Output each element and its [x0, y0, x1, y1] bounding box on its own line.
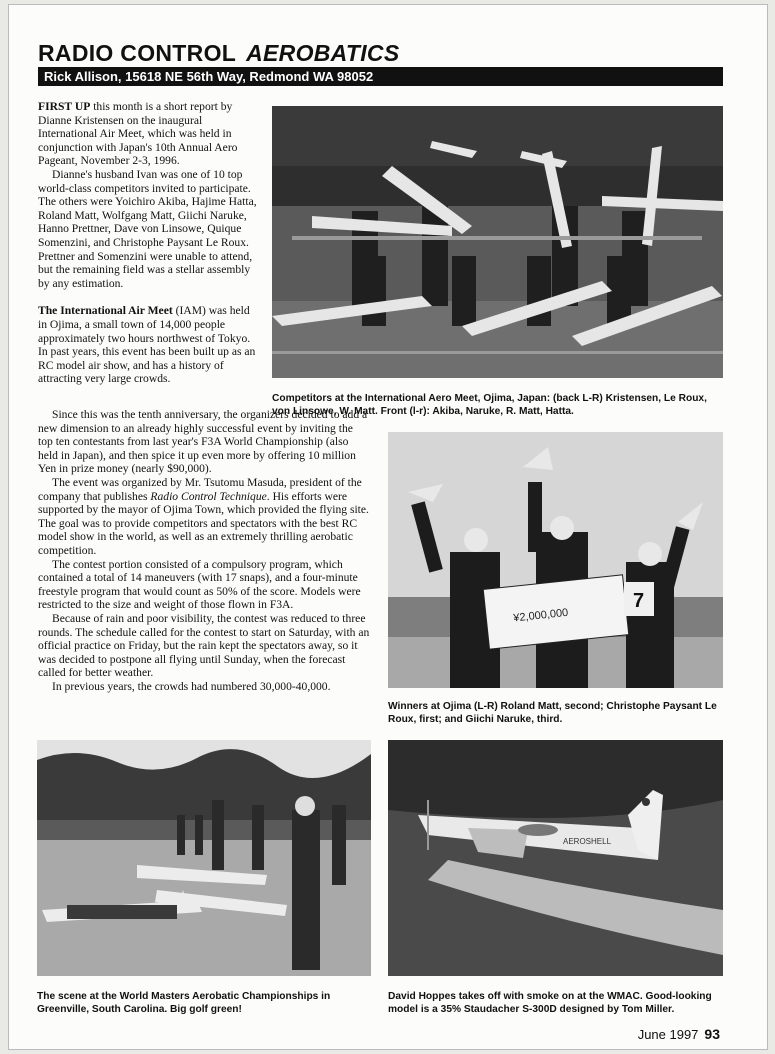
paragraph-4: Since this was the tenth anniversary, the organizers decided to add a new dimension to an already highly successful event by inviting the top ten contestants from last year's F3A World Championship (also held in Japan), and then spice it up even more by offering 10 million Yen in prize money (nearly $90,000). [38, 408, 368, 476]
author-byline: Rick Allison, 15618 NE 56th Way, Redmond WA 98052 [38, 67, 723, 86]
article-column-bottom [38, 408, 370, 693]
page-number: 93 [704, 1026, 720, 1042]
plane-label: AEROSHELL [563, 837, 612, 846]
photo-wmac-scene [37, 740, 371, 976]
page-footer [638, 1026, 720, 1042]
caption-competitors: Competitors at the International Aero Meet, Ojima, Japan: (back L-R) Kristensen, Le Roux, von Linsowe, W. Matt. Front (l-r): Akiba, Naruke, R. Matt, Hatta. [272, 393, 707, 417]
title-italic: AEROBATICS [246, 40, 400, 66]
paragraph-8: In previous years, the crowds had numbered 30,000-40,000. [52, 679, 331, 693]
photo-competitors [272, 106, 723, 378]
photo-takeoff [388, 740, 723, 976]
cheque-amount: ¥2,000,000 [512, 606, 569, 625]
caption-takeoff: David Hoppes takes off with smoke on at the WMAC. Good-looking model is a 35% Staudacher S-300D designed by Tom Miller. [388, 991, 712, 1015]
paragraph-3: The International Air Meet (IAM) was held in Ojima, a small town of 14,000 people approximately two hours northwest of Tokyo. In past years, this event has been built up as an RC model air show, and has a history of attracting very large crowds. [38, 304, 256, 386]
issue-date: June 1997 [637, 1027, 699, 1042]
bib-number: 7 [633, 590, 645, 612]
article-column-top [38, 100, 260, 386]
paragraph-5: The event was organized by Mr. Tsutomu Masuda, president of the company that publishes Radio Control Technique. His efforts were supported by the mayor of Ojima Town, which provided the flying site. The goal was to provide competitors and spectators with the best RC model show in the world, as well as an extremely thrilling aerobatic competition. [38, 475, 369, 557]
photo-winners [388, 432, 723, 688]
title-main: RADIO CONTROL [38, 40, 237, 66]
paragraph-1: FIRST UP this month is a short report by Dianne Kristensen on the inaugural International Air Meet, which was held in conjunction with Japan's 10th Annual Aero Pageant, November 2-3, 1996. [38, 100, 238, 168]
caption-winners: Winners at Ojima (L-R) Roland Matt, second; Christophe Paysant Le Roux, first; and Giichi Naruke, third. [388, 701, 717, 725]
paragraph-7: Because of rain and poor visibility, the contest was reduced to three rounds. The schedule called for the contest to start on Saturday, with an official practice on Friday, but the rain kept the spectators away, so it was decided to postpone all flying until Sunday, when the forecast called for better weather. [38, 611, 370, 680]
column-title [38, 40, 399, 67]
paragraph-6: The contest portion consisted of a compulsory program, which contained a total of 14 maneuvers (with 17 snaps), and a four-minute freestyle program that would count as 50% of the score. Models were restricted to the size and weight of those flown in F3A. [38, 557, 361, 612]
paragraph-2: Dianne's husband Ivan was one of 10 top world-class competitors invited to participate. The others were Yoichiro Akiba, Hajime Hatta, Roland Matt, Wolfgang Matt, Giichi Naruke, Hanno Prettner, Dave von Linsowe, Quique Somenzini, and Christophe Paysant Le Roux. Prettner and Somenzini were unable to attend, but the remaining field was a stellar assembly by any estimation. [38, 167, 257, 290]
caption-wmac-scene: The scene at the World Masters Aerobatic Championships in Greenville, South Carolina. Big golf green! [37, 991, 331, 1015]
